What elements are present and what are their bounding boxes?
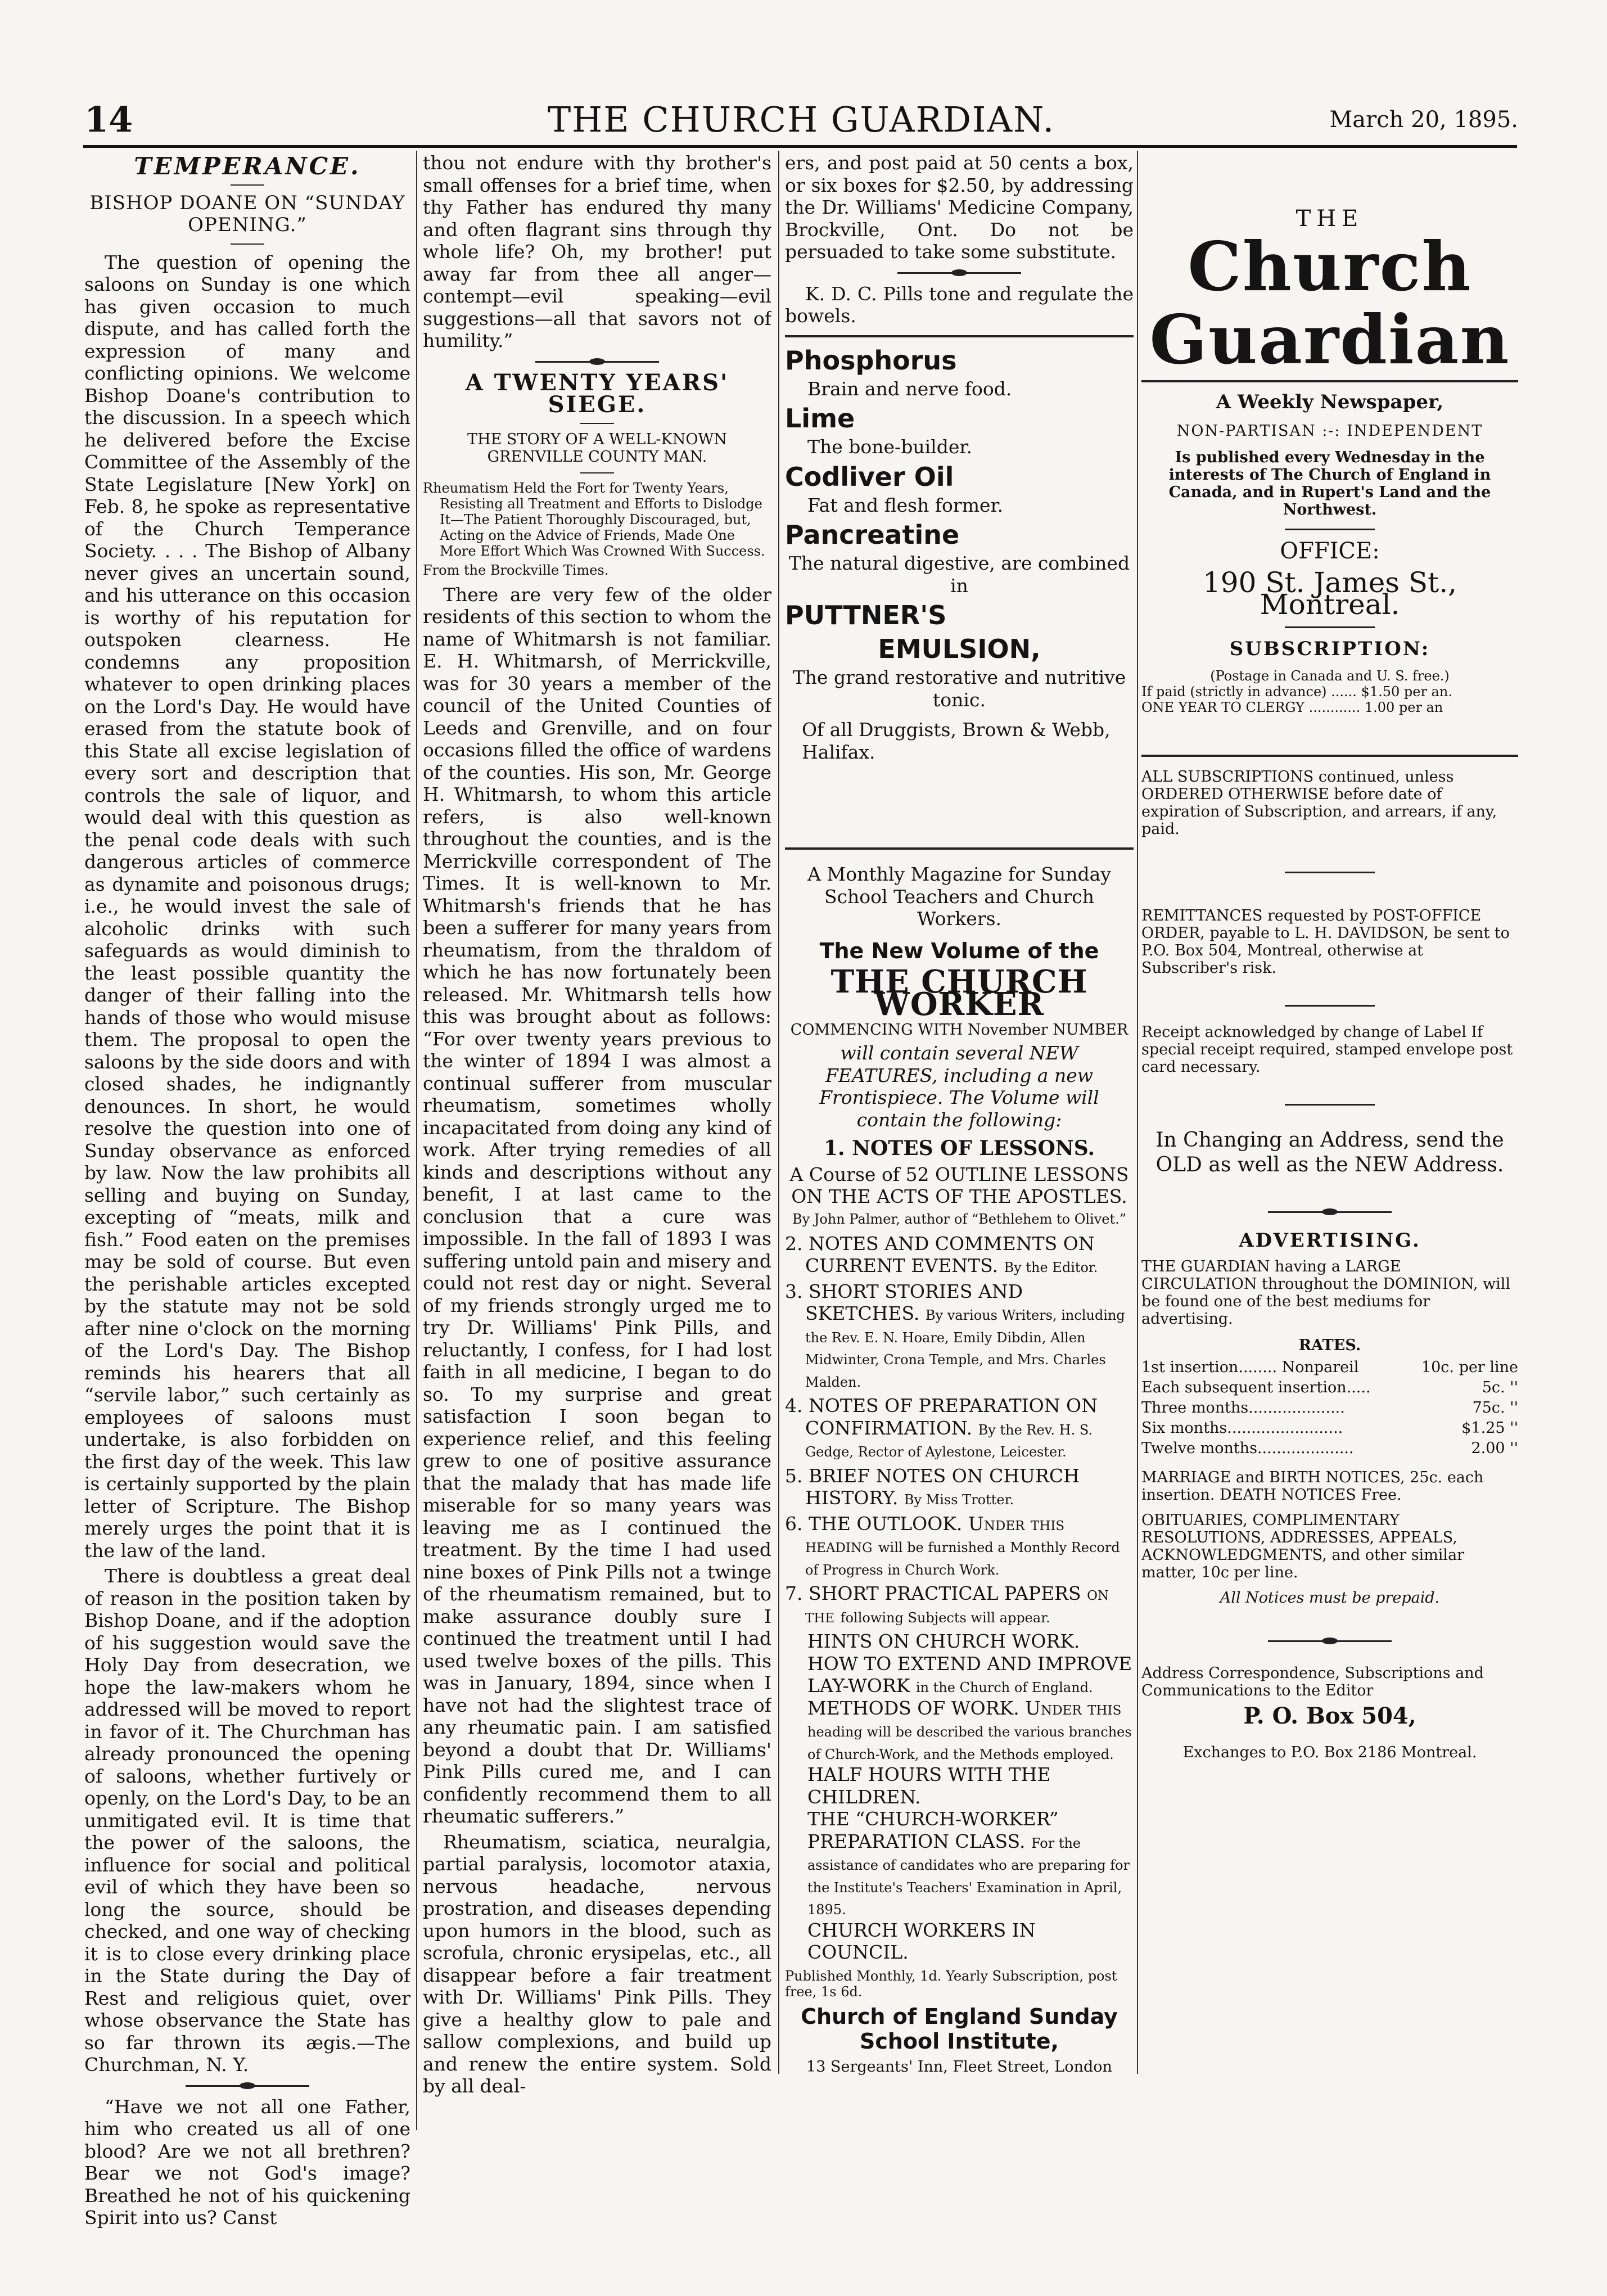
- divider: [231, 184, 264, 186]
- puttner-advertisement: [785, 345, 1134, 764]
- subject-item: THE “CHURCH-WORKER” PREPARATION CLASS. For the assistance of candidates who are preparing for the Institute's Teachers' Examination in April, 1895.: [807, 1808, 1130, 1918]
- institute-address: 13 Sergeants' Inn, Fleet Street, London: [806, 2058, 1112, 2076]
- paper-name: Church Guardian: [1149, 227, 1510, 380]
- article-paragraph: Rheumatism, sciatica, neuralgia, partial paralysis, locomotor ataxia, nervous headache, nervous prostration, and diseases depending upon humors in the blood, such as scrofula, chronic erysipelas, etc., all disappear before a fair treatment with Dr. Williams' Pink Pills. They give a healthy glow to pale and sallow complexions, and build up and renew the entire system. Sold by all deal-: [423, 1830, 771, 2097]
- office-label: OFFICE:: [1280, 538, 1380, 564]
- divider: [1285, 1005, 1375, 1007]
- institute-name: Church of England Sunday School Institute,: [801, 2004, 1118, 2054]
- article-paragraph: There are very few of the older residents of this section to whom the name of Whitmarsh is not familiar. E. H. Whitmarsh, of Merrickville, was for 30 years a member of the council of the United Counties of Leeds and Grenville, and on four occasions filled the office of wardens of the counties. His son, Mr. George H. Whitmarsh, to whom this article refers, is also well-known throughout the counties, and is the Merrickville correspondent of The Times. It is well-known to Mr. Whitmarsh's friends that he has been a sufferer for many years from rheumatism, from the thraldom of which he has now fortunately been released. Mr. Whitmarsh tells how this was brought about as follows: “For over twenty years previous to the winter of 1894 I was almost a continual sufferer from muscular rheumatism, sometimes wholly incapacitated from doing any kind of work. After trying remedies of all kinds and descriptions without any benefit, I at last came to the conclusion that a cure was impossible. In the fall of 1893 I was suffering untold pain and misery and could not rest day or night. Several of my friends strongly urged me to try Dr. Williams' Pink Pills, and reluctantly, I confess, for I had lost faith in all medicine, I began to do so. To my surprise and great satisfaction I soon began to experience relief, and this feeling grew to one of positive assurance that the malady that has made life miserable for so many years was leaving me as I continued the treatment. By the time I had used nine boxes of Pink Pills not a twinge of the rheumatism remained, but to make assurance doubly sure I continued the treatment until I had used twelve boxes of the pills. This was in January, 1894, since when I have not had the slightest trace of any rheumatic pain. I am satisfied beyond a doubt that Dr. Williams' Pink Pills cured me, and I can confidently recommend them to all rheumatic sufferers.”: [423, 583, 771, 1827]
- ad-product-name: EMULSION,: [878, 634, 1041, 664]
- new-volume-heading: The New Volume of the: [819, 938, 1099, 963]
- contents-item: 7. SHORT PRACTICAL PAPERS on the following Subjects will appear.: [785, 1582, 1109, 1627]
- rate-row: 1st insertion........ Nonpareil 10c. per line: [1141, 1358, 1518, 1376]
- divider: [897, 272, 1021, 274]
- subject-item: CHURCH WORKERS IN COUNCIL.: [807, 1919, 1036, 1963]
- paper-description: Is published every Wednesday in the interests of The Church of England in Canada, and in Rupert's Land and the Northwest.: [1168, 449, 1491, 518]
- ad-seller: Of all Druggists, Brown & Webb, Halifax.: [802, 719, 1111, 763]
- church-worker-advertisement: [785, 863, 1134, 2076]
- article-paragraph: “Have we not all one Father, him who created us all of one blood? Are we not all brethren? Bear we not God's image? Breathed he not of his quickening Spirit into us? Canst: [84, 2095, 410, 2229]
- article-source: From the Brockville Times.: [423, 562, 609, 578]
- divider: [1285, 1104, 1375, 1106]
- column-divider: [416, 151, 417, 2130]
- author-credit: By John Palmer, author of “Bethlehem to Olivet.”: [792, 1211, 1127, 1227]
- paper-stance: NON-PARTISAN :-: INDEPENDENT: [1176, 422, 1483, 440]
- divider: [186, 2085, 309, 2087]
- ad-ingredient-desc: The bone-builder.: [807, 436, 972, 458]
- contents-item: 3. SHORT STORIES AND SKETCHES. By various Writers, including the Rev. E. N. Hoare, Emily Dibdin, Allen Midwinter, Crona Temple, and Mrs. Charles Malden.: [785, 1280, 1125, 1390]
- lessons-course: A Course of 52 OUTLINE LESSONS ON THE ACTS OF THE APOSTLES.: [789, 1163, 1129, 1207]
- magazine-title: THE CHURCH WORKER: [830, 963, 1088, 1023]
- publication-terms: Published Monthly, 1d. Yearly Subscription, post free, 1s 6d.: [785, 1968, 1117, 2000]
- page-number: 14: [84, 99, 133, 140]
- office-address: 190 St. James St., Montreal.: [1202, 566, 1457, 621]
- rate-row: Six months........................ $1.25 '': [1141, 1419, 1518, 1437]
- divider: [785, 847, 1134, 850]
- column-publisher-info: [1141, 152, 1518, 2232]
- contents-item: 5. BRIEF NOTES ON CHURCH HISTORY. By Miss Trotter.: [785, 1464, 1080, 1509]
- contents-item: 6. THE OUTLOOK. Under this heading will be furnished a Monthly Record of Progress in Church Work.: [785, 1512, 1120, 1578]
- column-ads: [785, 152, 1134, 2232]
- divider: [1285, 626, 1375, 628]
- exchanges-note: Exchanges to P.O. Box 2186 Montreal.: [1182, 1744, 1477, 1761]
- divider: [580, 472, 614, 473]
- subscription-rate: If paid (strictly in advance) ...... $1.50 per an.: [1141, 684, 1452, 700]
- subject-item: METHODS OF WORK. Under this heading will be described the various branches of Church-Work, and the Methods employed.: [807, 1697, 1132, 1762]
- advertising-text: THE GUARDIAN having a LARGE CIRCULATION throughout the DOMINION, will be found one of the best mediums for advertising.: [1141, 1257, 1510, 1328]
- article-headline: A TWENTY YEARS' SIEGE.: [465, 369, 729, 418]
- remittance-note: REMITTANCES requested by POST-OFFICE ORDER, payable to L. H. DAVIDSON, be sent to P.O. Box 504, Montreal, otherwise at Subscriber's risk.: [1141, 907, 1510, 977]
- clergy-rate: ONE YEAR TO CLERGY ............ 1.00 per an: [1141, 700, 1443, 715]
- ad-ingredient-name: Pancreatine: [785, 520, 960, 550]
- masthead: [84, 99, 1518, 138]
- po-box: P. O. Box 504,: [1243, 1702, 1416, 1729]
- article-paragraph: ers, and post paid at 50 cents a box, or six boxes for $2.50, by addressing the Dr. Williams' Medicine Company, Brockville, Ont. Do not be persuaded to take some substitute.: [785, 152, 1134, 263]
- subscription-terms: ALL SUBSCRIPTIONS continued, unless ORDERED OTHERWISE before date of expiration of Subscription, and arrears, if any, paid.: [1141, 768, 1497, 838]
- divider: [1268, 1640, 1392, 1642]
- section-heading: TEMPERANCE.: [134, 152, 361, 180]
- masthead-rule: [83, 145, 1517, 148]
- paper-tagline: A Weekly Newspaper,: [1216, 390, 1444, 413]
- ad-ingredient-name: Phosphorus: [785, 345, 957, 376]
- rate-row: Three months.................... 75c. '': [1141, 1399, 1518, 1417]
- article-deck: Rheumatism Held the Fort for Twenty Years, Resisting all Treatment and Efforts to Dislodge It—The Patient Thoroughly Discouraged, but, Acting on the Advice of Friends, Made One More Effort Which Was Crowned With Success.: [423, 480, 765, 559]
- subject-item: HINTS ON CHURCH WORK.: [807, 1630, 1080, 1652]
- rates-table: [1141, 1357, 1518, 1459]
- column-siege: [423, 152, 771, 2232]
- rate-row: Each subsequent insertion..... 5c. '': [1141, 1378, 1518, 1396]
- ad-product-name: PUTTNER'S: [785, 600, 947, 630]
- divider: [1268, 1211, 1392, 1213]
- commencing-note: COMMENCING WITH November NUMBER: [790, 1021, 1128, 1039]
- postage-note: (Postage in Canada and U. S. free.): [1210, 668, 1450, 684]
- divider: [1141, 380, 1518, 382]
- advertising-heading: ADVERTISING.: [1239, 1229, 1421, 1252]
- obituary-rate: OBITUARIES, COMPLIMENTARY RESOLUTIONS, ADDRESSES, APPEALS, ACKNOWLEDGMENTS, and other similar matter, 10c per line.: [1141, 1511, 1465, 1581]
- ad-ingredient-desc: Brain and nerve food.: [807, 377, 1012, 400]
- newspaper-title: THE CHURCH GUARDIAN.: [547, 99, 1055, 140]
- divider: [580, 423, 614, 424]
- contents-item: 4. NOTES OF PREPARATION ON CONFIRMATION. By the Rev. H. S. Gedge, Rector of Aylestone, Leicester.: [785, 1395, 1098, 1460]
- ad-ingredient-name: Codliver Oil: [785, 461, 954, 492]
- kdc-notice: K. D. C. Pills tone and regulate the bowels.: [785, 282, 1134, 327]
- divider: [535, 361, 659, 363]
- divider: [1141, 755, 1518, 757]
- address-change-note: In Changing an Address, send the OLD as well as the NEW Address.: [1155, 1129, 1504, 1176]
- divider: [1285, 872, 1375, 873]
- ad-ingredient-name: Lime: [785, 403, 855, 434]
- article-paragraph: thou not endure with thy brother's small offenses for a brief time, when thy Father has endured thy many and often flagrant sins through thy whole life? Oh, my brother! put away far from thee all anger—contempt—evil speaking—evil suggestions—all that savors not of humility.”: [423, 152, 771, 351]
- contents-intro: will contain several NEW FEATURES, including a new Frontispiece. The Volume will contain the following:: [819, 1042, 1099, 1131]
- article-headline: BISHOP DOANE ON “SUNDAY OPENING.”: [89, 191, 405, 236]
- ad-ingredient-desc: Fat and flesh former.: [807, 494, 1004, 516]
- column-temperance: [84, 152, 410, 2232]
- ad-ingredient-desc: The natural digestive, are combined in: [788, 552, 1130, 597]
- article-paragraph: The question of opening the saloons on Sunday is one which has given occasion to much dispute, and has called forth the expression of many and conflicting opinions. We welcome Bishop Doane's contribution to the discussion. In a speech which he delivered before the Excise Committee of the Assembly of the State Legislature [New York] on Feb. 8, he spoke as representative of the Church Temperance Society. . . . The Bishop of Albany never gives an uncertain sound, and his utterance on this occasion is worthy of his reputation for outspoken clearness. He condemns any proposition whatever to open drinking places on the Lord's Day. He would have erased from the statute book of this State all excise legislation of every sort and description that controls the sale of liquor, and would deal with this question as the penal code deals with such dangerous articles of commerce as dynamite and poisonous drugs; i.e., he would invest the sale of alcoholic drinks with such safeguards as would diminish to the least possible quantity the danger of their falling into the hands of those who would misuse them. The proposal to open the saloons by the side doors and with closed shades, he indignantly denounces. In short, he would resolve the question into one of Sunday observance as enforced by law. Now the law prohibits all selling and buying on Sunday, excepting of “meats, milk and fish.” Food eaten on the premises may be sold of course. But even the perishable articles excepted by the statute may not be sold after nine o'clock on the morning of the Lord's Day. The Bishop reminds his hearers that all “servile labor,” such certainly as employees of saloons must undertake, is also forbidden on the first day of the week. This law is certainly supported by the plain letter of Scripture. The Bishop merely urges the point that it is the law of the land.: [84, 251, 410, 1562]
- subject-list: [785, 1630, 1134, 1964]
- subscription-heading: SUBSCRIPTION:: [1229, 637, 1430, 660]
- paper-name-prefix: THE: [1295, 206, 1364, 232]
- column-divider: [778, 151, 779, 2074]
- article-subhead: THE STORY OF A WELL-KNOWN GRENVILLE COUNTY MAN.: [467, 430, 727, 466]
- subject-item: HOW TO EXTEND AND IMPROVE LAY-WORK in the Church of England.: [807, 1652, 1132, 1697]
- subject-item: HALF HOURS WITH THE CHILDREN.: [807, 1763, 1051, 1808]
- column-divider: [1137, 151, 1138, 2074]
- issue-date: March 20, 1895.: [1329, 107, 1518, 133]
- magazine-intro: A Monthly Magazine for Sunday School Teachers and Church Workers.: [807, 863, 1111, 930]
- prepaid-note: All Notices must be prepaid.: [1220, 1589, 1440, 1607]
- article-paragraph: There is doubtless a great deal of reason in the position taken by Bishop Doane, and if the adoption of his suggestion would save the Holy Day from desecration, we hope the law-makers whom he addressed will be moved to report in favor of it. The Churchman has already pronounced the opening of saloons, whether furtively or openly, on the Lord's Day, to be an unmitigated evil. It is time that the power of the saloons, the influence for social and political evil of which they have been so long the source, should be checked, and one way of checking it is to close every drinking place in the State during the Day of Rest and religious quiet, over whose observance the State has so far thrown its ægis.—The Churchman, N. Y.: [84, 1565, 410, 2076]
- contents-item: 2. NOTES AND COMMENTS ON CURRENT EVENTS. By the Editor.: [785, 1232, 1098, 1276]
- rates-heading: RATES.: [1298, 1336, 1361, 1354]
- marriage-notice-rate: MARRIAGE and BIRTH NOTICES, 25c. each insertion. DEATH NOTICES Free.: [1141, 1468, 1484, 1504]
- notes-heading: 1. NOTES OF LESSONS.: [823, 1136, 1095, 1160]
- divider: [231, 243, 264, 245]
- receipt-note: Receipt acknowledged by change of Label If special receipt required, stamped envelope post card necessary.: [1141, 1023, 1513, 1076]
- ad-tagline: The grand restorative and nutritive tonic.: [792, 666, 1126, 711]
- correspondence-note: Address Correspondence, Subscriptions and Communications to the Editor: [1141, 1664, 1484, 1699]
- divider: [785, 335, 1134, 337]
- divider: [1285, 529, 1375, 530]
- rate-row: Twelve months.................... 2.00 '': [1141, 1439, 1518, 1457]
